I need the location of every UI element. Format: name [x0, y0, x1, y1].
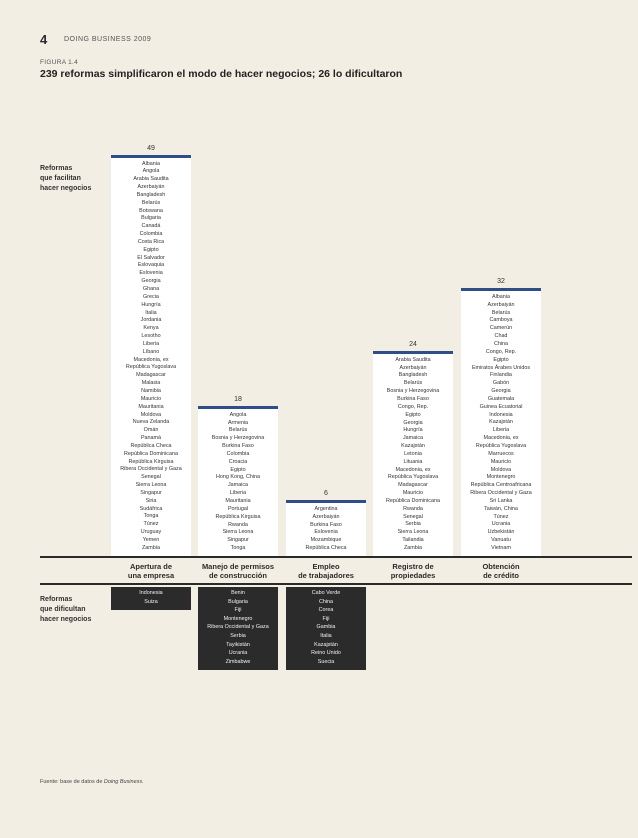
country-item: Sierra Leona	[397, 529, 429, 536]
country-item: Singapur	[140, 489, 162, 496]
country-item: Rwanda	[228, 521, 248, 528]
country-item: Rwanda	[403, 505, 423, 512]
country-item: Liberia	[229, 490, 247, 497]
country-item: Mauricio	[140, 395, 162, 402]
label-line: Reformas	[40, 165, 73, 172]
country-item: Georgia	[141, 278, 161, 285]
country-item: Panamá	[140, 435, 162, 442]
country-item: Zambia	[404, 545, 422, 551]
category-label	[276, 562, 376, 580]
country-item: Indonesia	[489, 411, 513, 418]
country-item: República Kirguisa	[215, 513, 261, 520]
country-item: Omán	[143, 427, 159, 434]
negative-country-item: Gambia	[316, 624, 336, 631]
country-list	[101, 161, 201, 553]
country-item: Sierra Leona	[135, 482, 167, 489]
label-line: que facilitan	[40, 175, 81, 182]
country-item: Ucrania	[491, 521, 511, 528]
negative-country-item: Suiza	[144, 598, 158, 605]
country-item: Burkina Faso	[397, 395, 429, 402]
country-item: Botswana	[139, 207, 163, 214]
country-item: Canadá	[141, 223, 161, 230]
country-item: Sri Lanka	[489, 497, 513, 504]
country-item: Sierra Leona	[222, 529, 254, 536]
country-item: República Checa	[130, 442, 172, 449]
country-item: Bangladesh	[398, 372, 428, 379]
country-item: Ghana	[142, 286, 160, 292]
negative-country-item: Zimbabwe	[225, 658, 251, 665]
category-label-line: Registro de	[392, 562, 434, 571]
country-item: Túnez	[143, 521, 159, 528]
country-item: Kenya	[143, 325, 159, 332]
country-item: Kazajstán	[401, 443, 425, 450]
negative-country-item: Italia	[320, 632, 332, 639]
country-item: Chad	[494, 333, 508, 340]
country-item: Madagascar	[398, 482, 428, 489]
country-item: Mauritania	[225, 497, 251, 504]
country-item: Jamaica	[402, 435, 424, 442]
column-count: 49	[147, 144, 155, 152]
country-list	[363, 357, 463, 553]
country-item: Georgia	[491, 388, 511, 395]
negative-country-item: China	[318, 598, 334, 605]
country-item: Yemen	[142, 537, 160, 543]
country-item: Argentina	[314, 505, 338, 512]
country-item: Azerbaiyán	[487, 301, 515, 308]
country-item: Taiwán, China	[484, 505, 518, 512]
country-item: Egipto	[493, 356, 509, 363]
country-item: Gabón	[492, 380, 510, 387]
country-item: Uzbekistán	[487, 529, 515, 536]
country-item: Angola	[142, 168, 160, 175]
country-item: República Kirguisa	[128, 458, 174, 465]
country-item: Eslovaquia	[137, 262, 165, 269]
country-item: Azerbaiyán	[137, 184, 165, 191]
negative-country-item: Cabo Verde	[311, 590, 341, 596]
column-count: 32	[497, 277, 505, 285]
label-line: hacer negocios	[40, 616, 92, 623]
country-item: China	[493, 341, 509, 347]
country-item: Tonga	[143, 513, 159, 520]
negative-country-item: Montenegro	[223, 615, 253, 622]
country-item: Malasia	[141, 380, 161, 387]
negative-country-item: Ucrania	[228, 650, 248, 657]
negative-country-item: Indonesia	[139, 590, 163, 596]
country-item: Belarús	[491, 309, 511, 316]
country-item: Montenegro	[486, 474, 516, 481]
country-item: Georgia	[403, 419, 423, 426]
country-item: Vanuatu	[491, 537, 511, 544]
country-item: Kazajstán	[489, 419, 513, 426]
country-item: Eslovenia	[314, 529, 338, 536]
country-item: Colombia	[226, 450, 250, 457]
negative-country-item: Corea	[318, 607, 334, 614]
category-label-line: de construcción	[209, 571, 267, 580]
category-label	[451, 562, 551, 580]
country-item: Moldova	[490, 466, 512, 473]
country-item: República Yugoslava	[475, 442, 527, 449]
country-item: Senegal	[403, 513, 423, 520]
country-item: Mauritania	[138, 403, 164, 410]
country-item: Ribera Occidental y Gaza	[120, 466, 182, 473]
country-item: Mauricio	[490, 458, 512, 465]
category-label-line: Manejo de permisos	[201, 562, 275, 571]
column-top-bar	[198, 406, 278, 409]
country-item: Uruguay	[140, 529, 162, 536]
label-line: Reformas	[40, 596, 73, 603]
country-item: Egipto	[230, 466, 246, 473]
category-label-line: Empleo	[312, 562, 340, 571]
country-item: Zambia	[142, 544, 160, 551]
category-label-line: Obtención	[482, 562, 520, 571]
country-list	[188, 412, 288, 553]
country-item: Serbia	[405, 521, 421, 528]
country-item: Finlandia	[490, 372, 512, 379]
country-item: Lesotho	[141, 333, 161, 340]
country-item: Burkina Faso	[310, 521, 342, 528]
country-item: Nueva Zelanda	[132, 419, 170, 426]
country-item: Jamaica	[227, 482, 249, 489]
label-easier-reforms	[40, 164, 91, 194]
country-item: Tailandia	[402, 537, 424, 544]
country-item: República Yugoslava	[125, 364, 177, 371]
country-item: Senegal	[141, 474, 161, 481]
country-item: Bangladesh	[136, 191, 166, 198]
country-item: Moldova	[140, 411, 162, 418]
country-item: Belarús	[228, 427, 248, 434]
country-item: Belarús	[403, 380, 423, 387]
country-item: Portugal	[227, 505, 249, 512]
axis-baseline-lower	[40, 583, 632, 585]
country-item: Armenia	[227, 419, 249, 426]
negative-country-item: Bulgaria	[228, 598, 248, 605]
country-item: Bosnia y Herzegovina	[386, 388, 440, 395]
country-item: Azerbaiyán	[312, 513, 340, 520]
negative-country-item: Benin	[231, 590, 245, 596]
country-item: República Dominicana	[386, 497, 440, 504]
country-list	[451, 294, 551, 553]
country-item: Macedonia, ex	[395, 466, 431, 473]
source-note	[40, 779, 144, 785]
country-item: Liberia	[142, 340, 160, 347]
negative-country-item: Ribera Occidental y Gaza	[207, 624, 269, 631]
negative-country-list	[281, 589, 371, 666]
page-number: 4	[40, 32, 48, 47]
country-item: Congo, Rep.	[485, 348, 517, 355]
running-head: DOING BUSINESS 2009	[64, 36, 152, 43]
country-item: Guatemala	[487, 395, 515, 402]
negative-country-list	[106, 589, 196, 606]
negative-country-item: Tayikistán	[226, 641, 250, 648]
country-item: Tonga	[230, 545, 246, 552]
country-item: Emiratos Árabes Unidos	[471, 364, 531, 371]
column-top-bar	[461, 288, 541, 291]
country-item: Croacia	[228, 458, 248, 465]
country-item: Angola	[229, 411, 247, 418]
label-harder-reforms	[40, 595, 91, 625]
country-item: Albania	[492, 293, 510, 300]
negative-country-item: Reino Unido	[311, 650, 341, 657]
country-item: Burkina Faso	[222, 443, 254, 450]
negative-country-list	[193, 589, 283, 666]
figure-title: 239 reformas simplificaron el modo de hacer negocios; 26 lo dificultaron	[40, 68, 403, 80]
country-item: Albania	[142, 160, 160, 167]
country-item: Liberia	[492, 427, 510, 434]
country-item: Arabia Saudita	[395, 356, 431, 363]
country-item: Azerbaiyán	[399, 364, 427, 371]
category-label	[188, 562, 288, 580]
country-item: Macedonia, ex	[483, 435, 519, 442]
country-item: Namibia	[141, 387, 161, 394]
column-top-bar	[373, 351, 453, 354]
country-item: Lituania	[403, 458, 423, 465]
country-item: Egipto	[405, 411, 421, 418]
category-label	[101, 562, 201, 580]
country-item: Camboya	[489, 317, 513, 324]
source-prefix: Fuente: base de datos de	[40, 779, 104, 785]
country-item: Bosnia y Herzegovina	[211, 435, 265, 442]
country-item: Eslovenia	[139, 270, 163, 277]
country-item: Guinea Ecuatorial	[479, 403, 523, 410]
country-item: Hungría	[403, 427, 423, 434]
country-item: Colombia	[139, 231, 163, 238]
negative-country-item: Fiji	[322, 615, 330, 622]
source-title: Doing Business.	[103, 779, 144, 785]
column-count: 6	[324, 489, 328, 497]
country-item: Singapur	[227, 537, 249, 544]
country-item: Madagascar	[136, 372, 166, 379]
country-item: Macedonia, ex	[133, 356, 169, 363]
negative-country-item: Kazajstán	[314, 641, 338, 648]
country-list	[276, 506, 376, 553]
country-item: Vietnam	[491, 544, 511, 551]
country-item: Costa Rica	[137, 238, 165, 245]
country-item: Bulgaria	[141, 215, 161, 222]
category-label-line: propiedades	[390, 571, 436, 580]
label-line: hacer negocios	[40, 185, 92, 192]
column-top-bar	[111, 155, 191, 158]
country-item: Congo, Rep.	[397, 403, 429, 410]
negative-country-item: Suecia	[317, 658, 335, 665]
column-top-bar	[286, 500, 366, 503]
country-item: República Checa	[305, 545, 347, 552]
country-item: Letonia	[404, 450, 422, 457]
country-item: Ribera Occidental y Gaza	[470, 490, 532, 497]
column-count: 24	[409, 340, 417, 348]
axis-baseline	[40, 556, 632, 558]
country-item: Jordania	[140, 317, 162, 324]
negative-country-item: Serbia	[230, 632, 246, 639]
country-item: Sudáfrica	[139, 505, 163, 512]
country-item: República Yugoslava	[387, 474, 439, 481]
country-item: Egipto	[143, 246, 159, 253]
country-item: República Centroafricana	[470, 482, 532, 489]
category-label-line: de crédito	[483, 571, 519, 580]
negative-country-item: Fiji	[234, 607, 242, 614]
country-item: Siria	[145, 497, 157, 504]
country-item: Líbano	[142, 348, 160, 355]
country-item: Túnez	[493, 513, 509, 520]
label-line: que dificultan	[40, 606, 86, 613]
country-item: Grecia	[143, 293, 159, 300]
country-item: Hong Kong, China	[215, 474, 261, 481]
country-item: Mauricio	[402, 490, 424, 497]
country-item: República Dominicana	[124, 450, 178, 457]
category-label	[363, 562, 463, 580]
country-item: Hungría	[141, 301, 161, 308]
country-item: Camerún	[489, 325, 513, 332]
category-label-line: Apertura de	[129, 562, 173, 571]
category-label-line: de trabajadores	[298, 571, 354, 580]
column-count: 18	[234, 395, 242, 403]
country-item: Marruecos	[488, 450, 514, 457]
country-item: Mozambique	[310, 537, 342, 544]
country-item: Arabia Saudita	[133, 176, 169, 183]
country-item: Italia	[145, 309, 157, 316]
country-item: Belarús	[141, 199, 161, 206]
figure-label: FIGURA 1.4	[40, 59, 79, 66]
category-label-line: una empresa	[127, 571, 175, 580]
country-item: El Salvador	[137, 254, 165, 261]
